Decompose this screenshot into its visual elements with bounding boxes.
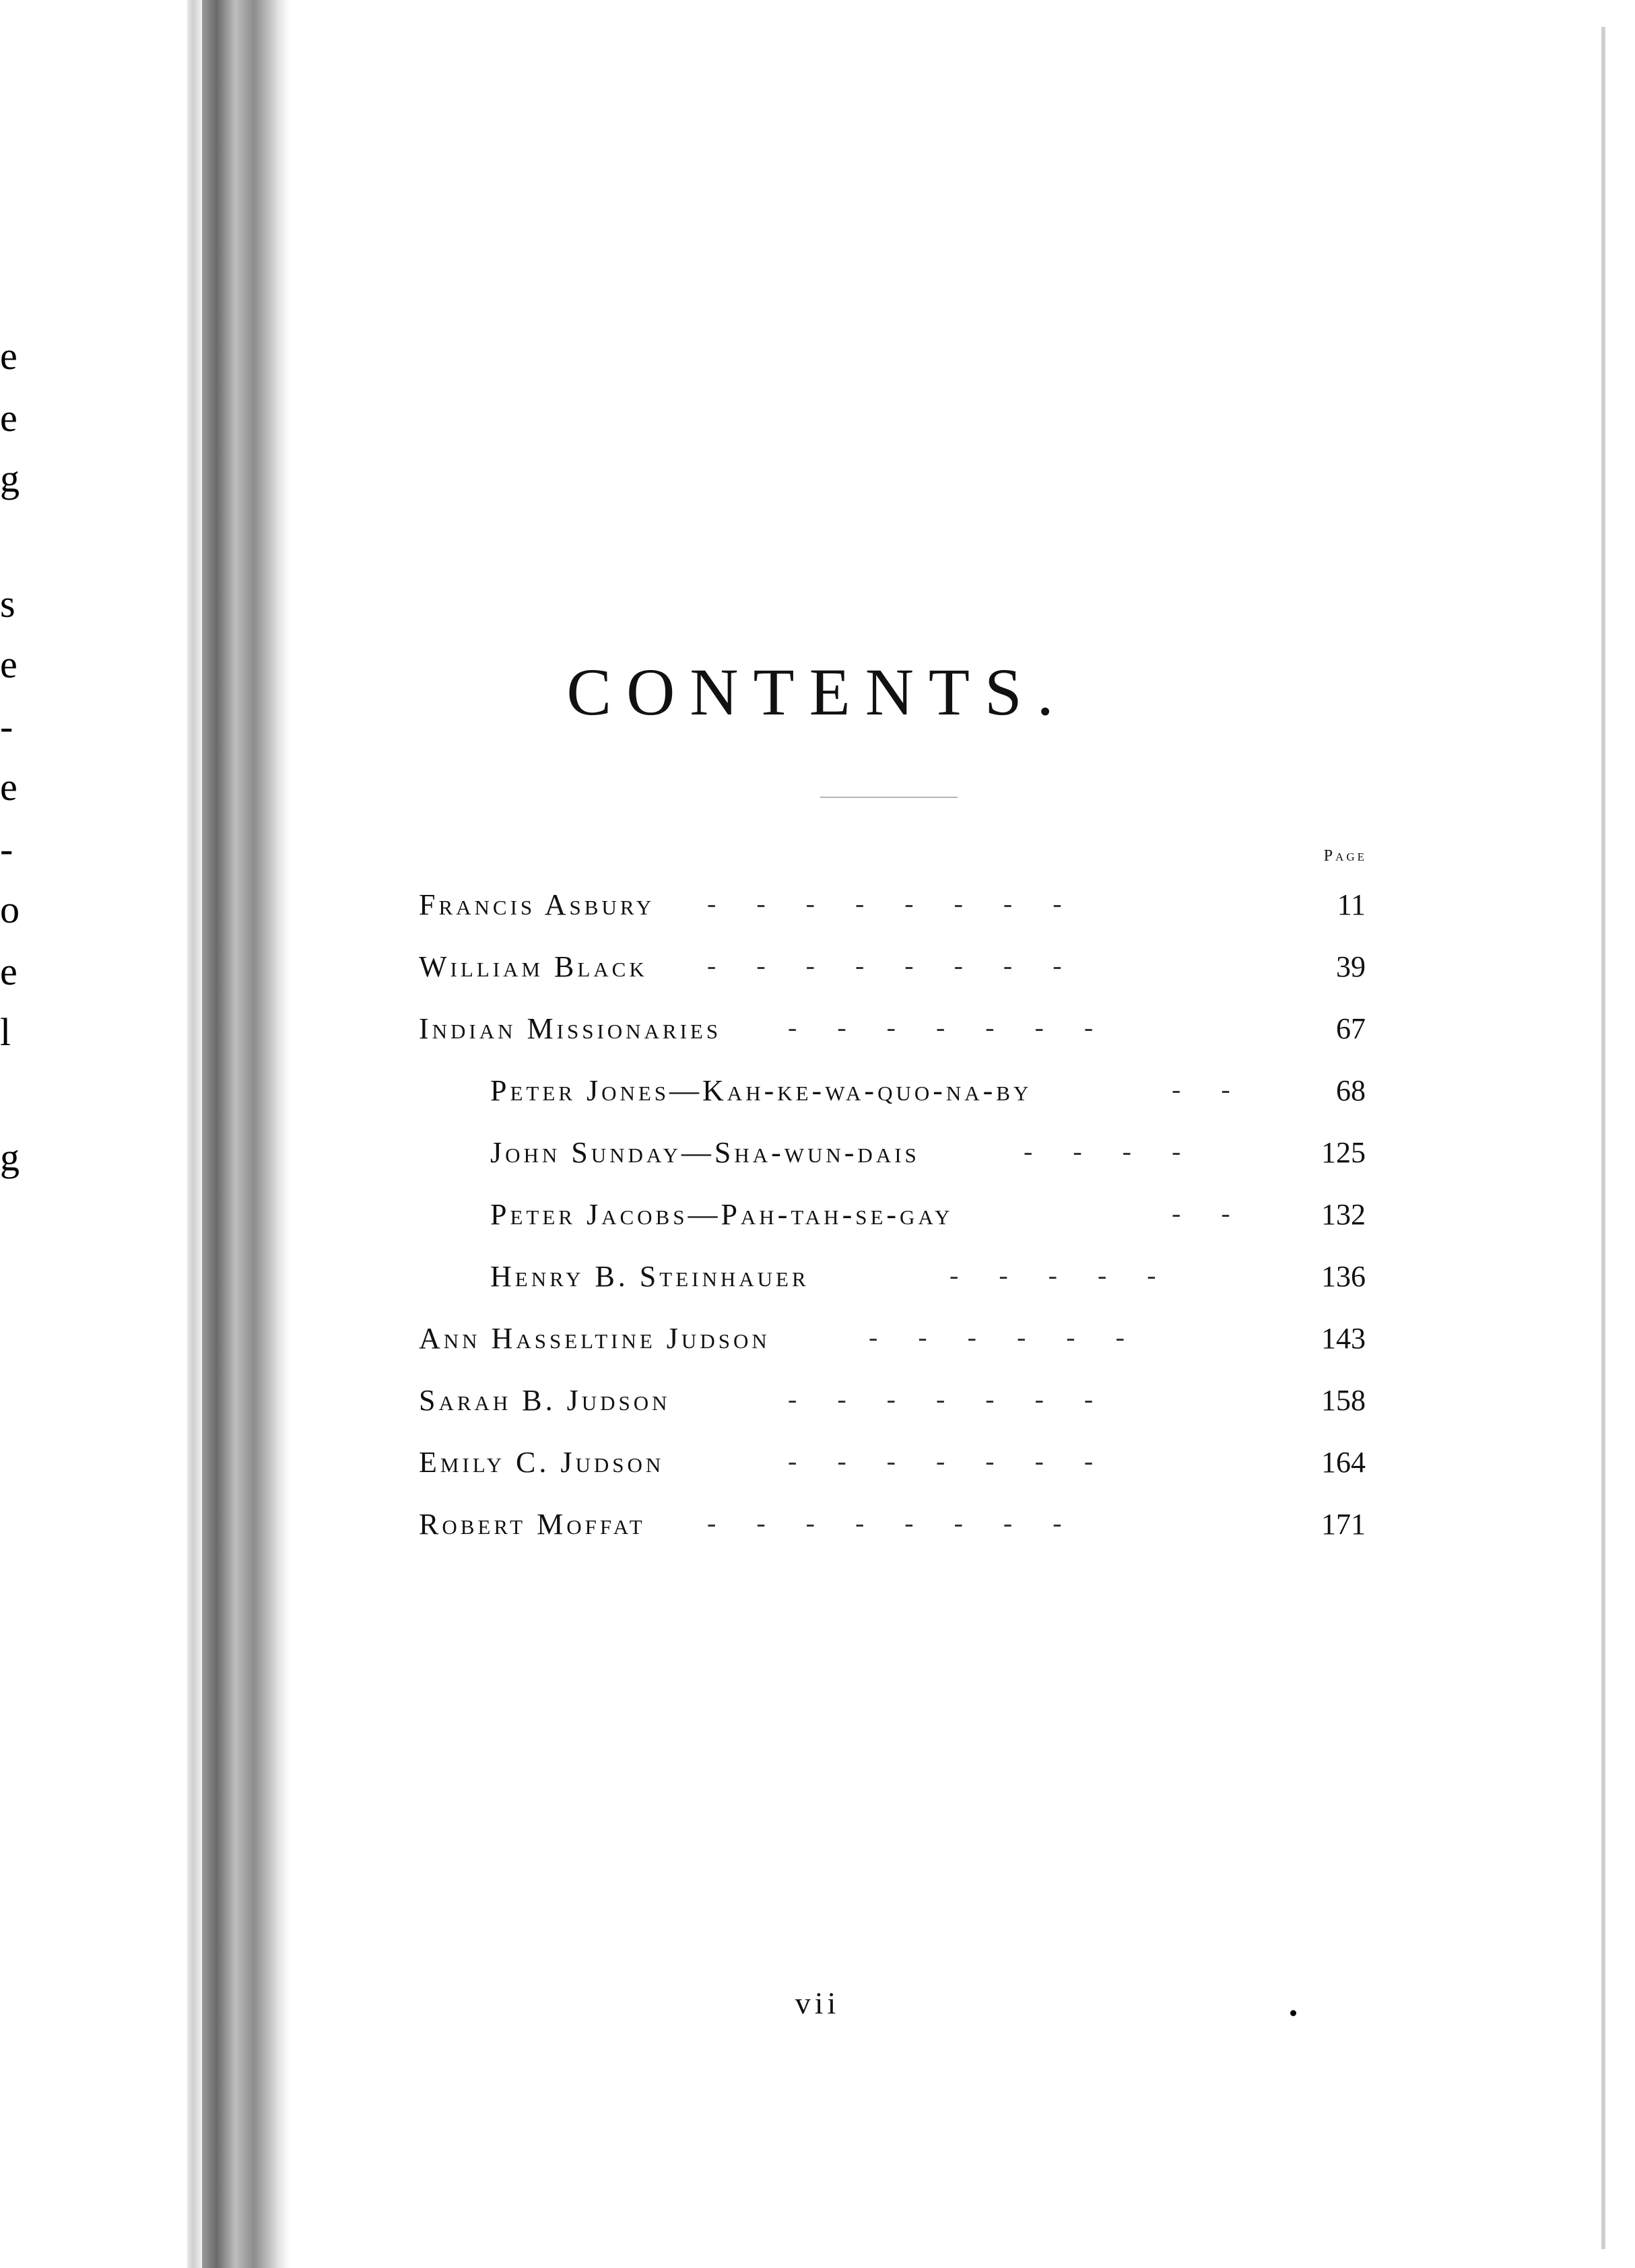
page-title: CONTENTS. [566, 655, 1069, 729]
toc-leader-dots: - - - - - - - - [707, 950, 1062, 980]
prev-page-letter: e [0, 765, 18, 809]
toc-entry[interactable] [0, 1383, 1635, 1424]
toc-leader-dots: - - - - - - - - [707, 888, 1062, 919]
toc-entry[interactable] [0, 1197, 1635, 1238]
toc-entry[interactable] [0, 1507, 1635, 1547]
prev-page-letter: e [0, 949, 18, 993]
toc-entry-title: Peter Jones—Kah-ke-wa-quo-na-by [490, 1074, 1032, 1107]
toc-entry-page: 171 [1321, 1508, 1366, 1541]
prev-page-letter: - [0, 704, 13, 748]
toc-entry-page: 11 [1337, 888, 1366, 921]
toc-entry-title: Ann Hasseltine Judson [419, 1322, 770, 1355]
prev-page-letter: s [0, 582, 15, 626]
prev-page-letter: g [0, 1135, 20, 1179]
toc-entry-page: 67 [1336, 1012, 1366, 1045]
toc-entry[interactable] [0, 1445, 1635, 1486]
contents-page [290, 20, 1603, 2249]
toc-entry-title: William Black [419, 950, 648, 983]
toc-entry[interactable] [0, 1321, 1635, 1362]
toc-entry-title: Henry B. Steinhauer [490, 1260, 809, 1293]
toc-entry[interactable] [0, 1135, 1635, 1179]
toc-entry-title: Sarah B. Judson [419, 1384, 671, 1417]
toc-leader-dots: - - - - - - - [788, 1446, 1094, 1476]
toc-leader-dots: - - - - - - - - [707, 1508, 1062, 1538]
previous-page-border [187, 0, 202, 2268]
toc-entry-page: 136 [1321, 1260, 1366, 1293]
prev-page-letter: e [0, 334, 18, 378]
toc-leader-dots: - - - - - [949, 1260, 1156, 1290]
toc-entry[interactable] [0, 1259, 1635, 1300]
print-speck [1290, 2010, 1296, 2016]
page-column-label: Page [1323, 847, 1367, 865]
toc-entry[interactable] [0, 1011, 1635, 1052]
page-number: vii [795, 1986, 840, 2020]
toc-entry-page: 158 [1321, 1384, 1366, 1417]
toc-leader-dots: - - [1172, 1198, 1230, 1228]
toc-leader-dots: - - - - - - - [788, 1384, 1094, 1414]
toc-entry-page: 164 [1321, 1446, 1366, 1479]
toc-entry[interactable] [0, 888, 1635, 931]
toc-entry-title: Peter Jacobs—Pah-tah-se-gay [490, 1198, 954, 1231]
toc-entry-page: 68 [1336, 1074, 1366, 1107]
toc-leader-dots: - - - - - - - [788, 1012, 1094, 1042]
previous-page-edge [0, 0, 202, 2268]
prev-page-letter: e [0, 642, 18, 686]
title-divider [820, 797, 958, 798]
prev-page-letter: - [0, 827, 13, 871]
toc-entry[interactable] [0, 949, 1635, 993]
toc-entry-title: Francis Asbury [419, 888, 655, 921]
toc-entry-title: Emily C. Judson [419, 1446, 665, 1479]
toc-entry-page: 39 [1336, 950, 1366, 983]
book-spine [202, 0, 276, 2268]
toc-entry-title: Robert Moffat [419, 1508, 646, 1541]
toc-leader-dots: - - - - [1024, 1136, 1181, 1166]
prev-page-letter: l [0, 1010, 11, 1054]
toc-entry-page: 143 [1321, 1322, 1366, 1355]
toc-entry-page: 132 [1321, 1198, 1366, 1231]
prev-page-letter: g [0, 457, 20, 500]
toc-entry-title: John Sunday—Sha-wun-dais [490, 1136, 920, 1169]
toc-leader-dots: - - - - - - [869, 1322, 1125, 1352]
prev-page-letter: e [0, 396, 18, 440]
toc-entry-page: 125 [1321, 1136, 1366, 1169]
toc-entry[interactable] [0, 1073, 1635, 1114]
toc-entry-title: Indian Missionaries [419, 1012, 722, 1045]
toc-leader-dots: - - [1172, 1074, 1230, 1104]
gutter-shadow [276, 0, 290, 2268]
prev-page-letter: o [0, 888, 20, 931]
